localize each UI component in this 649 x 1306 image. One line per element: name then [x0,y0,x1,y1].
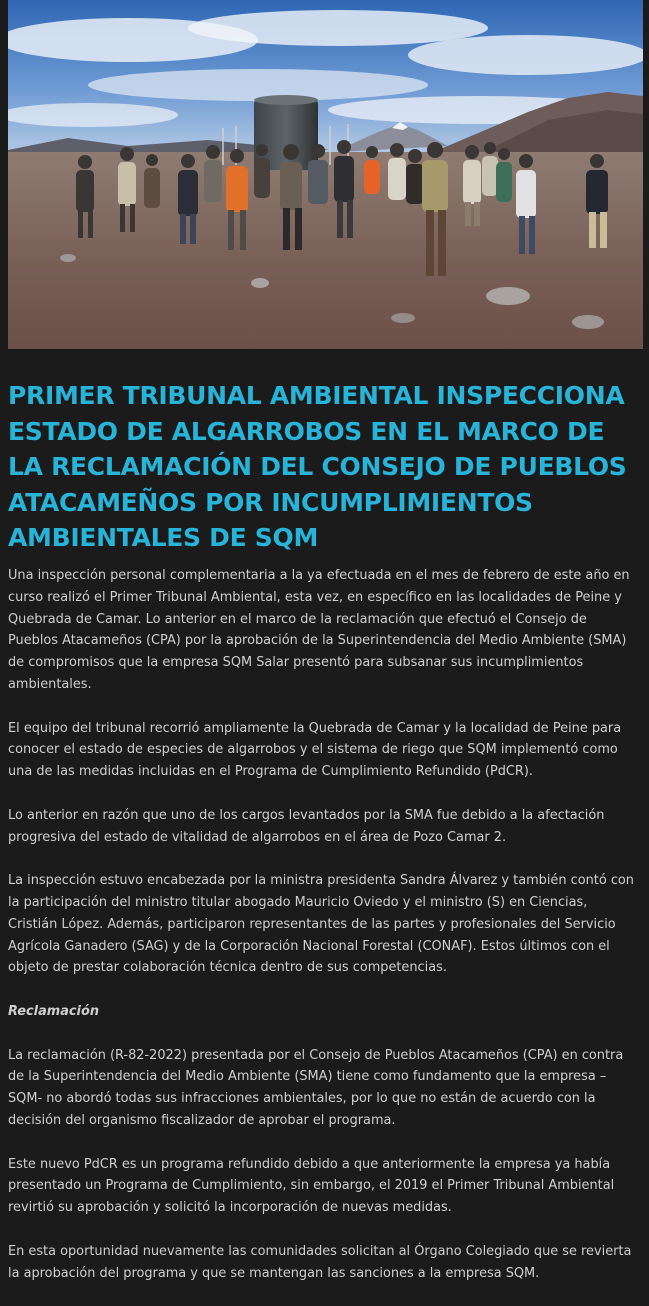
paragraph: La inspección estuvo encabezada por la ministra presidenta Sandra Álvarez y también contó con la participación del ministro titular abogado Mauricio Oviedo y el ministro (S) en Ciencias, Cristián López. Además, participaron representantes de las partes y profesionales del Servicio Agrícola Ganadero (SAG) y de la Corporación Nacional Forestal (CONAF). Estos últimos con el objeto de prestar colaboración técnica dentro de sus competencias. [8,873,634,976]
section-subheading: Reclamación [8,1003,100,1019]
article-body [8,565,640,1306]
paragraph: En esta oportunidad nuevamente las comunidades solicitan al Órgano Colegiado que se revierta la aprobación del programa y que se mantengan las sanciones a la empresa SQM. [8,1243,632,1281]
paragraph: Una inspección personal complementaria a la ya efectuada en el mes de febrero de este año en curso realizó el Primer Tribunal Ambiental, esta vez, en específico en las localidades de Peine y Quebrada de Camar. Lo anterior en el marco de la reclamación que efectuó el Consejo de Pueblos Atacameños (CPA) por la aprobación de la Superintendencia del Medio Ambiente (SMA) de compromisos que la empresa SQM Salar presentó para subsanar sus incumplimientos ambientales. [8,568,630,692]
inspection-group-photo [8,0,643,349]
paragraph: Lo anterior en razón que uno de los cargos levantados por la SMA fue debido a la afectación progresiva del estado de vitalidad de algarrobos en el área de Pozo Camar 2. [8,807,605,845]
hero-image [8,0,643,349]
article-title: PRIMER TRIBUNAL AMBIENTAL INSPECCIONA ESTADO DE ALGARROBOS EN EL MARCO DE LA RECLAMACIÓN DEL CONSEJO DE PUEBLOS ATACAMEÑOS POR INCUMPLIMIENTOS AMBIENTALES DE SQM [8,381,627,552]
paragraph: Este nuevo PdCR es un programa refundido debido a que anteriormente la empresa ya había presentado un Programa de Cumplimiento, sin embargo, el 2019 el Primer Tribunal Ambiental revirtió su aprobación y solicitó la incorporación de nuevas medidas. [8,1156,615,1216]
paragraph: El equipo del tribunal recorrió ampliamente la Quebrada de Camar y la localidad de Peine para conocer el estado de especies de algarrobos y el sistema de riego que SQM implementó como una de las medidas incluidas en el Programa de Cumplimiento Refundido (PdCR). [8,720,622,780]
paragraph: La reclamación (R-82-2022) presentada por el Consejo de Pueblos Atacameños (CPA) en contra de la Superintendencia del Medio Ambiente (SMA) tiene como fundamento que la empresa – SQM- no abordó todas sus infracciones ambientales, por lo que no están de acuerdo con la decisión del organismo fiscalizador de aprobar el programa. [8,1047,624,1128]
